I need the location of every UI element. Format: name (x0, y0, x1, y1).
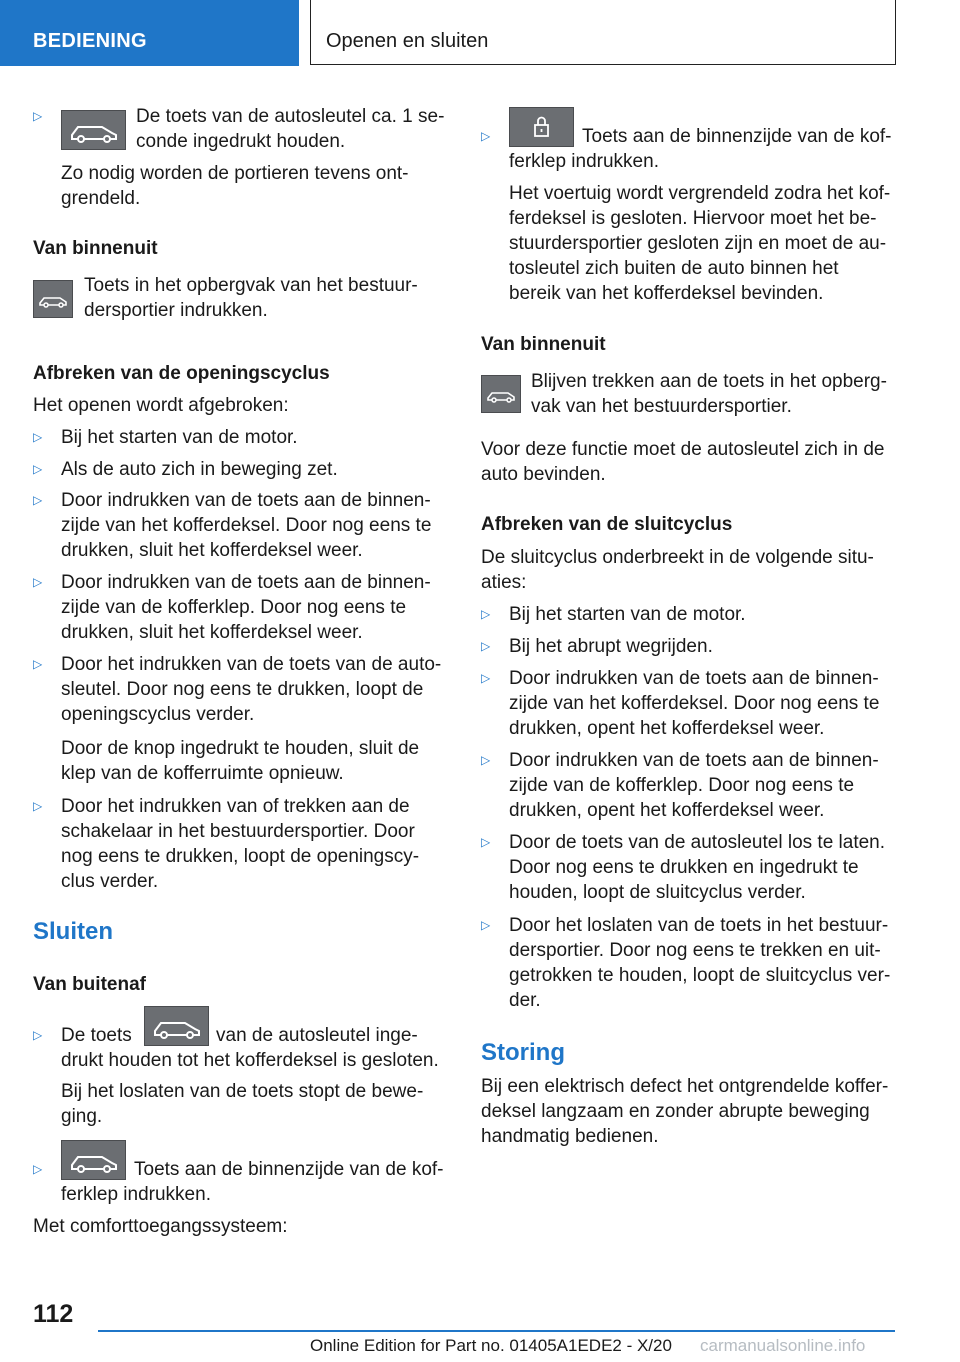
list-item-line: zijde van de kofferklep. Door nog eens te (509, 775, 855, 796)
list-item-line: Door indrukken van de toets aan de binnen- (61, 490, 431, 511)
r1-sub-line: ferdeksel is gesloten. Hiervoor moet het be- (509, 208, 877, 229)
i1-line1: Toets in het opbergvak van het bestuur- (84, 275, 418, 296)
footer-edition: Online Edition for Part no. 01405A1EDE2 - X/20 (310, 1336, 672, 1355)
list-item-line: sleutel. Door nog eens te drukken, loopt de (61, 679, 424, 700)
list-item-line: Door indrukken van de toets aan de binnen- (509, 750, 879, 771)
list-item-line: Door het indrukken van of trekken aan de (61, 796, 410, 817)
note-line1: Voor deze functie moet de autosleutel zich in de (481, 439, 885, 460)
list5-sub2: klep van de kofferruimte opnieuw. (61, 763, 344, 784)
list-item-line: Door het indrukken van de toets van de auto- (61, 654, 442, 675)
list-item-line: drukken, opent het kofferdeksel weer. (509, 718, 825, 739)
i1-line2: dersportier indrukken. (84, 300, 268, 321)
intro-line1: De sluitcyclus onderbreekt in de volgende situ- (481, 547, 874, 568)
bullet-icon: ▷ (33, 799, 43, 813)
list-item-line: zijde van het kofferdeksel. Door nog eens te (509, 693, 880, 714)
heading-van-binnenuit: Van binnenuit (33, 238, 158, 259)
b1-line2: conde ingedrukt houden. (136, 131, 346, 152)
s1-sub2: ging. (61, 1106, 103, 1127)
s1-post: van de autosleutel inge- (216, 1025, 418, 1046)
bullet-icon: ▷ (481, 671, 491, 685)
s1-sub1: Bij het loslaten van de toets stopt de bewe- (61, 1081, 424, 1102)
list-item-line: drukken, sluit het kofferdeksel weer. (61, 622, 363, 643)
ri1-line2: vak van het bestuurdersportier. (531, 396, 792, 417)
note-line2: auto bevinden. (481, 464, 606, 485)
list-item-line: getrokken te houden, loopt de sluitcyclus ver- (509, 965, 891, 986)
ri1-line1: Blijven trekken aan de toets in het opberg- (531, 371, 887, 392)
s1-line2: drukt houden tot het kofferdeksel is gesloten. (61, 1050, 439, 1071)
bullet-icon: ▷ (481, 835, 491, 849)
list-item-line: Als de auto zich in beweging zet. (61, 459, 338, 480)
bullet-icon: ▷ (481, 639, 491, 653)
bullet-icon: ▷ (33, 430, 43, 444)
watermark-text: carmanualsonline.info (700, 1336, 866, 1355)
bullet-icon: ▷ (481, 753, 491, 767)
intro-text: Het openen wordt afgebroken: (33, 395, 289, 416)
b1-sub2: grendeld. (61, 188, 141, 209)
list-item-line: Bij het starten van de motor. (61, 427, 298, 448)
list-item-line: schakelaar in het bestuurdersportier. Door (61, 821, 415, 842)
list-item-line: dersportier. Door nog eens te trekken en uit- (509, 940, 881, 961)
r1-line2: ferklep indrukken. (509, 151, 659, 172)
comfort-text: Met comforttoegangssysteem: (33, 1216, 288, 1237)
list-item-line: houden, loopt de sluitcyclus verder. (509, 882, 806, 903)
b1-sub1: Zo nodig worden de portieren tevens ont- (61, 163, 409, 184)
lock-button-icon (509, 107, 574, 147)
header-section-title: BEDIENING (33, 30, 147, 52)
list-item-line: Bij het abrupt wegrijden. (509, 636, 713, 657)
list-item-line: drukken, opent het kofferdeksel weer. (509, 800, 825, 821)
storing-line: deksel langzaam en zonder abrupte beweging (481, 1101, 870, 1122)
bullet-icon: ▷ (33, 1162, 43, 1176)
list-item-line: clus verder. (61, 871, 159, 892)
list-item-line: der. (509, 990, 541, 1011)
heading-van-binnenuit-right: Van binnenuit (481, 334, 606, 355)
section-sluiten: Sluiten (33, 918, 114, 945)
storing-line: Bij een elektrisch defect het ontgrendelde koffer- (481, 1076, 889, 1097)
bullet-icon: ▷ (481, 918, 491, 932)
list-item-line: Door het loslaten van de toets in het bestuur- (509, 915, 889, 936)
interior-switch-icon (481, 375, 521, 413)
r1-post: Toets aan de binnenzijde van de kof- (582, 126, 892, 147)
r1-sub-line: stuurdersportier gesloten zijn en moet de au- (509, 233, 887, 254)
list-item-line: Door nog eens te drukken en ingedrukt te (509, 857, 859, 878)
list-item-line: Door de toets van de autosleutel los te laten. (509, 832, 886, 853)
list-item-line: openingscyclus verder. (61, 704, 255, 725)
bullet-icon: ▷ (481, 129, 491, 143)
r1-sub-line: Het voertuig wordt vergrendeld zodra het kof- (509, 183, 891, 204)
bullet-icon: ▷ (33, 1028, 43, 1042)
s2-line2: ferklep indrukken. (61, 1184, 211, 1205)
header-chapter-title: Openen en sluiten (326, 30, 489, 52)
heading-afbreken-sluitcyclus: Afbreken van de sluitcyclus (481, 514, 733, 535)
b1-line1: De toets van de autosleutel ca. 1 se- (136, 106, 445, 127)
heading-afbreken-openingscyclus: Afbreken van de openingscyclus (33, 363, 330, 384)
bullet-icon: ▷ (33, 109, 43, 123)
list-item-line: zijde van het kofferdeksel. Door nog eens te (61, 515, 432, 536)
list-item-line: zijde van de kofferklep. Door nog eens te (61, 597, 407, 618)
s2-post: Toets aan de binnenzijde van de kof- (134, 1159, 444, 1180)
heading-van-buitenaf: Van buitenaf (33, 974, 146, 995)
bullet-icon: ▷ (33, 493, 43, 507)
bullet-icon: ▷ (33, 462, 43, 476)
list5-sub1: Door de knop ingedrukt te houden, sluit de (61, 738, 420, 759)
bullet-icon: ▷ (33, 657, 43, 671)
storing-line: handmatig bedienen. (481, 1126, 659, 1147)
list-item-line: nog eens te drukken, loopt de openingscy- (61, 846, 420, 867)
s1-pre: De toets (61, 1025, 132, 1046)
list-item-line: Bij het starten van de motor. (509, 604, 746, 625)
list-item-line: Door indrukken van de toets aan de binnen- (61, 572, 431, 593)
list-item-line: drukken, sluit het kofferdeksel weer. (61, 540, 363, 561)
r1-sub-line: bereik van het kofferdeksel bevinden. (509, 283, 824, 304)
section-storing: Storing (481, 1039, 565, 1066)
list-item-line: Door indrukken van de toets aan de binnen- (509, 668, 879, 689)
bullet-icon: ▷ (481, 607, 491, 621)
footer-divider (98, 1330, 895, 1332)
page-number: 112 (33, 1300, 74, 1328)
bullet-icon: ▷ (33, 575, 43, 589)
intro-line2: aties: (481, 572, 527, 593)
r1-sub-line: tosleutel zich buiten de auto binnen het (509, 258, 839, 279)
